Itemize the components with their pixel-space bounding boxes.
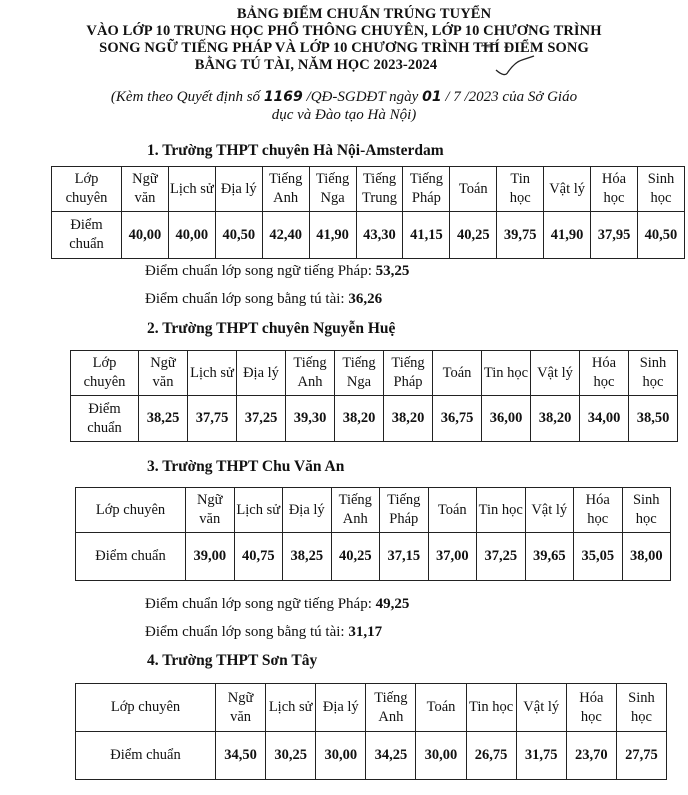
subject-header-cell: Tiếng Pháp [380,488,429,533]
score-cell: 40,00 [122,212,169,259]
subject-header-cell: Tiếng Nga [309,167,356,212]
score-cell: 26,75 [466,732,516,780]
school-2-heading: 2. Trường THPT chuyên Nguyễn Huệ [147,320,396,337]
subject-header-cell: Tin học [466,684,516,732]
subtitle-prefix: (Kèm theo Quyết định số [110,89,261,105]
score-cell: 40,75 [234,533,283,581]
school-3-score-row [76,533,671,581]
subject-header-cell: Tiếng Pháp [384,351,433,396]
school-3-heading: 3. Trường THPT Chu Văn An [147,458,345,475]
school-2-score-row [71,396,678,442]
document-title-line-1: BẢNG ĐIỂM CHUẨN TRÚNG TUYỂN [236,6,492,22]
score-cell: 34,00 [580,396,629,442]
subtitle-mid-1: /QĐ-SGDĐT ngày [306,89,419,105]
score-cell: 38,25 [139,396,188,442]
subject-header-cell: Ngữ văn [186,488,235,533]
document-title-line-3: SONG NGỮ TIẾNG PHÁP VÀ LỚP 10 CHƯƠNG TRÌNH THÍ ĐIỂM SONG [99,40,589,56]
school-1-note-1 [145,263,409,280]
subject-header-cell: Lịch sử [168,167,215,212]
subject-header-cell: Tiếng Anh [262,167,309,212]
subject-header-cell: Toán [428,488,477,533]
subject-header-cell: Hóa học [574,488,623,533]
school-3-note-2 [145,624,382,641]
score-cell: 40,00 [168,212,215,259]
subject-header-cell: Tiếng Anh [286,351,335,396]
document-title-line-4: BẰNG TÚ TÀI, NĂM HỌC 2023-2024 [194,57,438,73]
score-cell: 35,05 [574,533,623,581]
school-2-subject-row [71,351,678,396]
school-3-subject-row [76,488,671,533]
score-cell: 38,00 [622,533,671,581]
school-4-heading: 4. Trường THPT Sơn Tây [147,652,318,669]
subject-header-cell: Toán [450,167,497,212]
subject-header-cell: Vật lý [525,488,574,533]
score-cell: 43,30 [356,212,403,259]
score-cell: 40,50 [215,212,262,259]
school-2-score-table [70,350,678,442]
score-cell: 36,75 [433,396,482,442]
subject-header-cell: Tiếng Anh [331,488,380,533]
subject-header-cell: Tiếng Anh [366,684,416,732]
subject-header-cell: Hóa học [591,167,638,212]
score-cell: 39,00 [186,533,235,581]
school-3-note-1 [145,596,409,613]
score-cell: 23,70 [566,732,616,780]
subject-header-cell: Tiếng Pháp [403,167,450,212]
note-value: 49,25 [375,596,410,612]
school-4-subject-row [76,684,667,732]
score-cell: 37,25 [477,533,526,581]
subject-header-cell: Lịch sử [266,684,316,732]
subject-header-cell: Vật lý [516,684,566,732]
subject-header-cell: Lịch sử [234,488,283,533]
note-label: Điểm chuẩn lớp song bằng tú tài: [145,291,345,307]
score-cell: 39,30 [286,396,335,442]
score-cell: 38,50 [629,396,678,442]
decision-day: 01 [422,89,442,105]
score-cell: 39,65 [525,533,574,581]
note-value: 53,25 [375,263,410,279]
subject-header-cell: Vật lý [531,351,580,396]
subject-header-cell: Tiếng Nga [335,351,384,396]
subtitle-mid-2: / 7 /2023 của Sở Giáo [445,89,578,105]
score-cell: 37,15 [380,533,429,581]
score-cell: 38,20 [384,396,433,442]
row-label-score: Điểm chuẩn [52,212,122,259]
score-cell: 38,25 [283,533,332,581]
subject-header-cell: Địa lý [283,488,332,533]
subject-header-cell: Vật lý [544,167,591,212]
score-cell: 37,25 [237,396,286,442]
score-cell: 34,50 [216,732,266,780]
subject-header-cell: Tin học [497,167,544,212]
school-3-score-table [75,487,671,581]
score-cell: 39,75 [497,212,544,259]
score-cell: 42,40 [262,212,309,259]
row-label-score: Điểm chuẩn [76,732,216,780]
score-cell: 30,00 [316,732,366,780]
school-1-subject-row [52,167,685,212]
row-label-class: Lớp chuyên [71,351,139,396]
subject-header-cell: Ngữ văn [216,684,266,732]
subject-header-cell: Tin học [477,488,526,533]
document-title-line-2: VÀO LỚP 10 TRUNG HỌC PHỔ THÔNG CHUYÊN, LỚP 10 CHƯƠNG TRÌNH [86,23,602,39]
score-cell: 36,00 [482,396,531,442]
subject-header-cell: Hóa học [580,351,629,396]
note-value: 36,26 [348,291,383,307]
subject-header-cell: Tin học [482,351,531,396]
school-1-heading: 1. Trường THPT chuyên Hà Nội-Amsterdam [147,142,444,159]
score-cell: 30,25 [266,732,316,780]
subject-header-cell: Ngữ văn [122,167,169,212]
subject-header-cell: Hóa học [566,684,616,732]
subject-header-cell: Toán [416,684,466,732]
subject-header-cell: Toán [433,351,482,396]
subject-header-cell: Địa lý [215,167,262,212]
school-1-note-2 [145,291,382,308]
subtitle-line-2: dục và Đào tạo Hà Nội) [271,107,417,123]
decision-number: 1169 [263,89,303,105]
score-cell: 37,00 [428,533,477,581]
subject-header-cell: Tiếng Trung [356,167,403,212]
subject-header-cell: Sinh học [629,351,678,396]
subject-header-cell: Ngữ văn [139,351,188,396]
subtitle-line-1 [0,88,688,106]
score-cell: 40,25 [450,212,497,259]
school-4-score-row [76,732,667,780]
row-label-class: Lớp chuyên [76,488,186,533]
score-cell: 27,75 [616,732,666,780]
score-cell: 41,15 [403,212,450,259]
score-cell: 40,50 [637,212,684,259]
note-label: Điểm chuẩn lớp song bằng tú tài: [145,624,345,640]
score-cell: 37,75 [188,396,237,442]
school-4-score-table [75,683,667,780]
subject-header-cell: Sinh học [616,684,666,732]
score-cell: 41,90 [544,212,591,259]
note-label: Điểm chuẩn lớp song ngữ tiếng Pháp: [145,263,372,279]
subject-header-cell: Lịch sử [188,351,237,396]
score-cell: 38,20 [335,396,384,442]
note-value: 31,17 [348,624,383,640]
note-label: Điểm chuẩn lớp song ngữ tiếng Pháp: [145,596,372,612]
score-cell: 38,20 [531,396,580,442]
school-1-score-table [51,166,685,259]
score-cell: 34,25 [366,732,416,780]
score-cell: 30,00 [416,732,466,780]
score-cell: 31,75 [516,732,566,780]
row-label-score: Điểm chuẩn [76,533,186,581]
subject-header-cell: Sinh học [637,167,684,212]
score-cell: 40,25 [331,533,380,581]
subject-header-cell: Địa lý [316,684,366,732]
school-1-score-row [52,212,685,259]
subject-header-cell: Địa lý [237,351,286,396]
score-cell: 41,90 [309,212,356,259]
row-label-class: Lớp chuyên [76,684,216,732]
subject-header-cell: Sinh học [622,488,671,533]
score-cell: 37,95 [591,212,638,259]
row-label-score: Điểm chuẩn [71,396,139,442]
row-label-class: Lớp chuyên [52,167,122,212]
